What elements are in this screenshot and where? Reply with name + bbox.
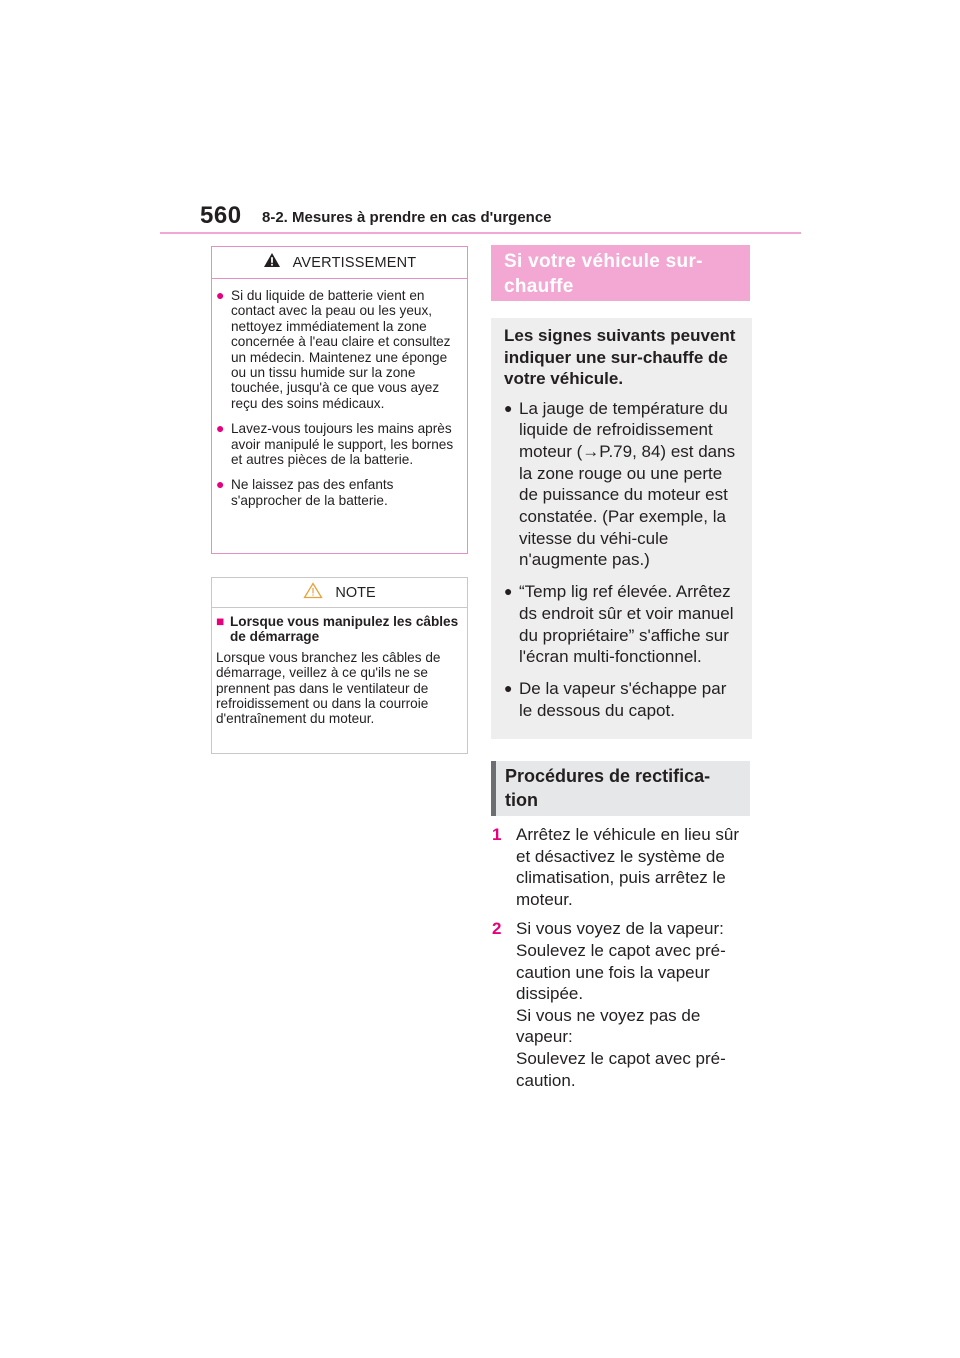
note-subtitle-text: Lorsque vous manipulez les câbles de démarrage [230, 614, 459, 645]
overheat-heading: Si votre véhicule sur-chauffe [491, 245, 750, 301]
bullet-icon: ● [504, 679, 513, 696]
procedure-step [491, 824, 753, 910]
bullet-icon: ● [504, 399, 513, 416]
note-box [211, 577, 468, 754]
warning-box [211, 246, 468, 554]
warning-item-text: Si du liquide de batterie vient en contact avec la peau ou les yeux, nettoyez immédiatement la zone concernée à l'eau claire et consultez un médecin. Maintenez une éponge ou un tissu humide sur la zone touchée, jusqu'à ce que vous ayez reçu des soins médicaux. [231, 288, 451, 411]
step-line: Si vous ne voyez pas de vapeur: [516, 1005, 701, 1047]
step-line: Soulevez le capot avec pré-caution. [516, 1048, 726, 1090]
overheat-intro: Les signes suivants peuvent indiquer une sur-chauffe de votre véhicule. [504, 326, 736, 388]
step-text [516, 918, 753, 1091]
step-number: 2 [492, 919, 502, 939]
header-divider [160, 232, 801, 234]
warning-item [212, 288, 467, 411]
note-title: NOTE [335, 584, 376, 601]
warning-item-text: Lavez-vous toujours les mains après avoir manipulé le support, les bornes et autres pièces de la batterie. [231, 421, 454, 468]
sign-item [504, 678, 740, 721]
step-number: 1 [492, 825, 502, 844]
warning-title: AVERTISSEMENT [292, 254, 417, 271]
note-subtitle [212, 614, 467, 645]
procedure-steps [491, 824, 753, 1099]
warning-item [212, 421, 467, 467]
procedure-step [491, 918, 753, 1091]
bullet-icon: ● [504, 583, 513, 600]
warning-item-text: Ne laissez pas des enfants s'approcher de la batterie. [231, 477, 394, 508]
bullet-icon: ● [216, 287, 225, 303]
warning-header [212, 247, 467, 279]
warning-triangle-icon [263, 252, 281, 273]
square-bullet-icon: ■ [216, 614, 225, 629]
sign-text: “Temp lig ref élevée. Arrêtez ds endroit sûr et voir manuel du propriétaire” s'affiche sur l'écran multi-fonctionnel. [519, 582, 734, 667]
step-line: Arrêtez le véhicule en lieu sûr et désactivez le système de climatisation, puis arrêtez le moteur. [516, 825, 740, 909]
bullet-icon: ● [216, 476, 225, 493]
note-header [212, 578, 467, 608]
overheat-signs-box [491, 318, 752, 739]
note-body: Lorsque vous branchez les câbles de démarrage, veillez à ce qu'ils ne se prennent pas dans le ventilateur de refroidissement ou dans la courroie d'entraînement du moteur. [216, 649, 441, 727]
step-line: Si vous voyez de la vapeur: Soulevez le capot avec pré-caution une fois la vapeur dissipée. [516, 919, 726, 1004]
caution-triangle-icon [303, 582, 323, 604]
step-text [516, 824, 753, 910]
sign-item [504, 581, 740, 668]
sign-item [504, 398, 740, 572]
sign-text: La jauge de température du liquide de refroidissement moteur (→P.79, 84) est dans la zone rouge ou une perte de puissance du moteur est constatée. (Par exemple, la vitesse du véhi-cule n'augmente pas.) [519, 398, 736, 570]
bullet-icon: ● [216, 420, 225, 437]
warning-item [212, 477, 467, 508]
page-number: 560 [200, 202, 242, 229]
sign-text: De la vapeur s'échappe par le dessous du capot. [519, 678, 727, 720]
procedure-heading: Procédures de rectifica-tion [491, 761, 750, 816]
section-title: 8-2. Mesures à prendre en cas d'urgence [262, 209, 552, 226]
